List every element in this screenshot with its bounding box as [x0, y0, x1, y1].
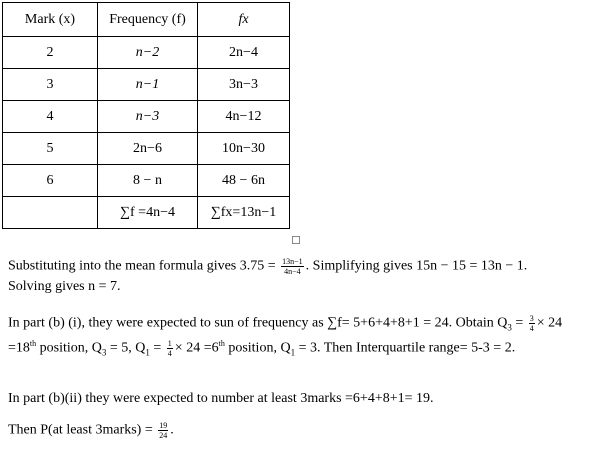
cell-fx: 48 − 6n — [198, 165, 290, 197]
probability-fraction-num: 19 — [159, 421, 168, 430]
line3-text-b: = — [511, 315, 524, 331]
line4-text-a: =18 — [8, 340, 30, 356]
q3-subscript: 3 — [507, 322, 512, 333]
cell-mark: 4 — [3, 101, 98, 133]
q1-fraction-den: 4 — [167, 349, 172, 358]
cell-mark: 6 — [3, 165, 98, 197]
ordinal-sup-1: th — [29, 339, 37, 349]
mean-fraction-den: 4n−4 — [284, 267, 301, 276]
q1-fraction-num: 1 — [167, 339, 172, 348]
line4-text-c: = 5, Q — [106, 340, 146, 356]
table-row — [3, 101, 290, 133]
line6-text-b: . — [170, 422, 174, 438]
line1-text-b: . Simplifying gives 15n − 15 = 13n − 1. — [305, 258, 528, 274]
q3-fraction-den: 4 — [529, 324, 534, 333]
cell-fx: 2n−4 — [198, 37, 290, 69]
q3-fraction-num: 3 — [529, 314, 534, 323]
cell-mark: 2 — [3, 37, 98, 69]
q1-subscript-2: 1 — [290, 347, 296, 358]
text-line-6 — [8, 421, 174, 440]
line3-text-a: In part (b) (i), they were expected to sun of frequency as ∑f= 5+6+4+8+1 = 24. Obtain Q — [8, 315, 508, 331]
probability-fraction — [158, 421, 168, 440]
text-line-4 — [8, 339, 515, 358]
ordinal-sup-2: th — [218, 339, 225, 349]
probability-fraction-den: 24 — [159, 431, 168, 440]
table-row — [3, 165, 290, 197]
cell-frequency: n−2 — [98, 37, 198, 69]
line4-text-f: position, Q — [224, 340, 291, 356]
cell-mark: 5 — [3, 133, 98, 165]
table-row — [3, 37, 290, 69]
cell-fx: 4n−12 — [198, 101, 290, 133]
line6-text-a: Then P(at least 3marks) = — [8, 422, 153, 438]
table-resize-handle[interactable] — [292, 236, 300, 244]
text-line-2: Solving gives n = 7. — [8, 279, 121, 294]
frequency-table — [2, 2, 290, 229]
q1-subscript: 1 — [145, 347, 150, 358]
cell-frequency: 8 − n — [98, 165, 198, 197]
text-line-3 — [8, 314, 562, 333]
line3-text-c: × 24 — [536, 315, 563, 331]
mean-fraction-num: 13n−1 — [282, 257, 303, 266]
text-line-5: In part (b)(ii) they were expected to number at least 3marks =6+4+8+1= 19. — [8, 391, 434, 406]
q3-subscript-2: 3 — [101, 347, 107, 358]
line4-text-e: × 24 =6 — [174, 340, 219, 356]
line4-text-b: position, Q — [36, 340, 102, 356]
cell-mark: 3 — [3, 69, 98, 101]
q1-fraction — [167, 339, 173, 358]
header-frequency: Frequency (f) — [98, 3, 198, 37]
cell-frequency: 2n−6 — [98, 133, 198, 165]
line4-text-d: = — [149, 340, 162, 356]
cell-fx: 10n−30 — [198, 133, 290, 165]
cell-fx: 3n−3 — [198, 69, 290, 101]
text-line-1 — [8, 257, 527, 276]
line4-text-g: = 3. Then Interquartile range= 5-3 = 2. — [295, 340, 516, 356]
q3-fraction — [529, 314, 535, 333]
table-row — [3, 133, 290, 165]
header-mark: Mark (x) — [3, 3, 98, 37]
cell-frequency: n−1 — [98, 69, 198, 101]
line1-text-a: Substituting into the mean formula gives 3.75 = — [8, 258, 276, 274]
table-totals-row — [3, 197, 290, 229]
cell-total-fx: ∑fx=13n−1 — [198, 197, 290, 229]
header-fx: fx — [198, 3, 290, 37]
cell-total-frequency: ∑f =4n−4 — [98, 197, 198, 229]
mean-fraction — [281, 257, 304, 276]
cell-total-mark — [3, 197, 98, 229]
cell-frequency: n−3 — [98, 101, 198, 133]
table-row — [3, 69, 290, 101]
table-header-row — [3, 3, 290, 37]
